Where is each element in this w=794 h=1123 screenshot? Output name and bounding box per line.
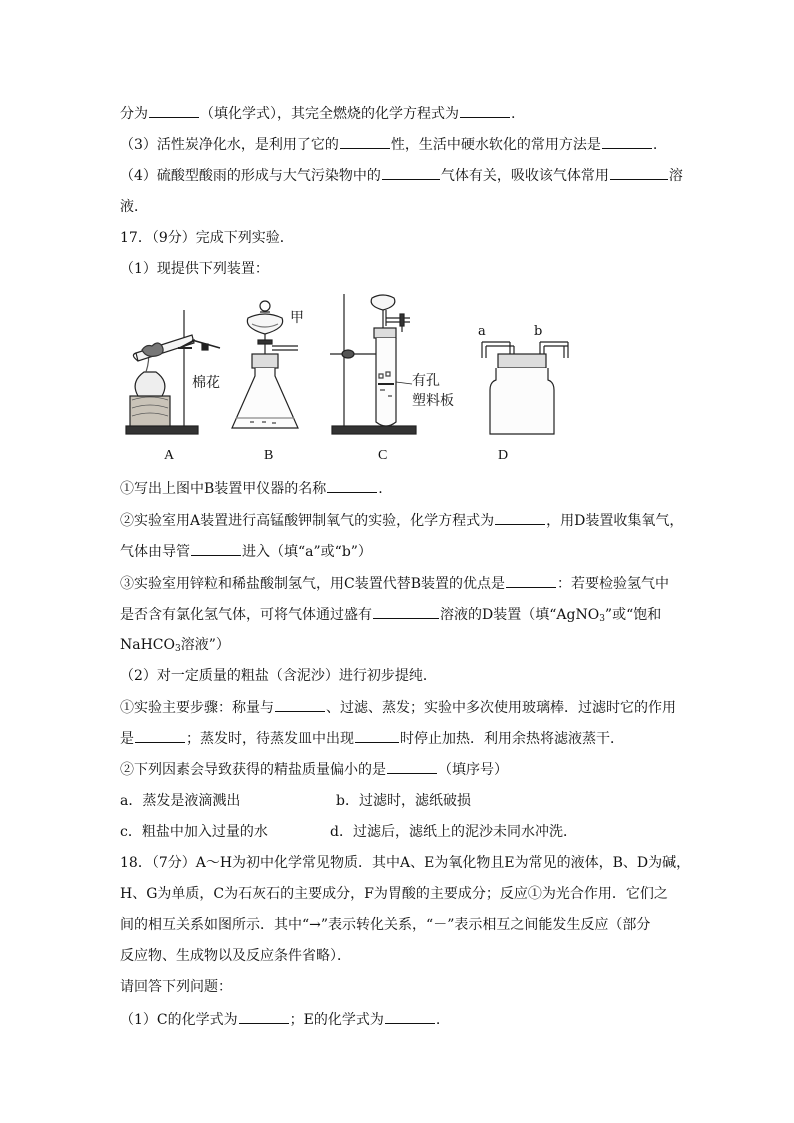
text-line: 间的相互关系如图所示．其中“→”表示转化关系，“－”表示相互之间能发生反应（部分 — [120, 917, 651, 933]
text: 性，生活中硬水软化的常用方法是 — [390, 137, 601, 153]
text: 是 — [120, 731, 134, 747]
text: 气体有关，吸收该气体常用 — [440, 168, 609, 184]
cotton-label: 棉花 — [192, 375, 220, 391]
text: （填序号） — [438, 762, 508, 778]
text: ②实验室用A装置进行高锰酸钾制氧气的实验，化学方程式为 — [120, 513, 495, 529]
answer-blank[interactable] — [610, 165, 668, 180]
text: 时停止加热．利用余热将滤液蒸干． — [400, 731, 624, 747]
text: . — [652, 137, 658, 153]
option-d: d．过滤后，滤纸上的泥沙未同水冲洗． — [330, 824, 577, 840]
answer-blank[interactable] — [382, 165, 440, 180]
text-line: （2）对一定质量的粗盐（含泥沙）进行初步提纯． — [120, 668, 437, 684]
answer-blank[interactable] — [460, 103, 510, 118]
subscript: 3 — [599, 614, 605, 624]
option-row — [120, 791, 471, 811]
tube-b-label: b — [534, 324, 543, 339]
tube-a-label: a — [478, 324, 486, 339]
text: . — [378, 481, 383, 497]
apparatus-d — [482, 342, 568, 434]
text: ②下列因素会导致获得的精盐质量偏小的是 — [120, 762, 386, 778]
text: 气体由导管 — [120, 544, 190, 560]
option-b: b．过滤时，滤纸破损 — [336, 793, 471, 809]
apparatus-b — [232, 301, 298, 428]
subscript: 3 — [175, 644, 181, 654]
text: ③实验室用锌粒和稀盐酸制氢气，用C装置代替B装置的优点是 — [120, 576, 505, 592]
text: 是否含有氯化氢气体，可将气体通过盛有 — [120, 607, 372, 623]
text-line: 请回答下列问题： — [120, 979, 232, 995]
answer-blank[interactable] — [275, 697, 325, 712]
text: （1）C的化学式为 — [120, 1012, 238, 1028]
text: ；蒸发时，待蒸发皿中出现 — [186, 731, 354, 747]
jia-label: 甲 — [290, 310, 304, 326]
answer-blank[interactable] — [385, 1009, 435, 1024]
text-line — [120, 1009, 440, 1030]
answer-blank[interactable] — [340, 134, 390, 149]
label-b: B — [264, 448, 274, 463]
label-a: A — [164, 448, 175, 463]
answer-blank[interactable] — [355, 728, 399, 743]
text: ；E的化学式为 — [289, 1012, 384, 1028]
text-line — [120, 165, 683, 186]
option-c: c．粗盐中加入过量的水 — [120, 824, 268, 840]
text-line — [120, 697, 676, 718]
answer-blank[interactable] — [149, 103, 199, 118]
text-line: （1）现提供下列装置： — [120, 261, 269, 277]
answer-blank[interactable] — [239, 1009, 289, 1024]
text: 溶液”） — [180, 637, 230, 653]
answer-blank[interactable] — [602, 134, 652, 149]
answer-blank[interactable] — [373, 604, 439, 619]
text-line: 液． — [120, 199, 148, 215]
text: 溶液的D装置（填“AgNO — [440, 607, 600, 623]
text-line: 反应物、生成物以及反应条件省略）． — [120, 948, 351, 964]
text: . — [511, 106, 516, 122]
text: ：若要检验氢气中 — [557, 576, 669, 592]
text-line — [120, 134, 657, 155]
answer-blank[interactable] — [506, 573, 556, 588]
answer-blank[interactable] — [191, 541, 241, 556]
text: 溶 — [668, 168, 683, 184]
text-line — [120, 635, 230, 659]
text: ，用D装置收集氧气， — [546, 513, 684, 529]
text-line: H、G为单质，C为石灰石的主要成分，F为胃酸的主要成分；反应①为光合作用．它们之 — [120, 886, 668, 902]
text: ①写出上图中B装置甲仪器的名称 — [120, 481, 327, 497]
answer-blank[interactable] — [495, 510, 545, 525]
text: 、过滤、蒸发；实验中多次使用玻璃棒．过滤时它的作用 — [326, 700, 676, 716]
text-line — [120, 510, 683, 531]
text-line — [120, 478, 383, 499]
text: 分为 — [120, 106, 148, 122]
label-d: D — [498, 448, 509, 463]
text: NaHCO — [120, 637, 175, 653]
text: ①实验主要步骤：称量与 — [120, 700, 274, 716]
text: （3）活性炭净化水，是利用了它的 — [120, 137, 339, 153]
option-a: a．蒸发是液滴溅出 — [120, 793, 241, 809]
text: 进入（填“a”或“b”） — [242, 544, 372, 560]
porous-label-1: 有孔 — [412, 373, 440, 389]
apparatus-c — [330, 294, 416, 434]
text: （填化学式），其完全燃烧的化学方程式为 — [200, 106, 459, 122]
question-title: 18．（7分）A～H为初中化学常见物质．其中A、E为氧化物且E为常见的液体，B、D为碱， — [120, 855, 691, 871]
answer-blank[interactable] — [135, 728, 185, 743]
text-line — [120, 728, 624, 749]
label-c: C — [378, 448, 388, 463]
answer-blank[interactable] — [327, 478, 377, 493]
answer-blank[interactable] — [387, 759, 437, 774]
text: （4）硫酸型酸雨的形成与大气污染物中的 — [120, 168, 381, 184]
apparatus-figure — [120, 288, 680, 473]
option-row — [120, 822, 577, 842]
text-line — [120, 604, 661, 629]
text: ”或“饱和 — [604, 607, 662, 623]
text-line — [120, 541, 372, 562]
porous-label-2: 塑料板 — [412, 393, 454, 409]
text: . — [435, 1012, 441, 1028]
text-line — [120, 573, 669, 594]
question-title: 17．（9分）完成下列实验． — [120, 230, 294, 246]
text-line — [120, 103, 515, 124]
text-line — [120, 759, 508, 780]
